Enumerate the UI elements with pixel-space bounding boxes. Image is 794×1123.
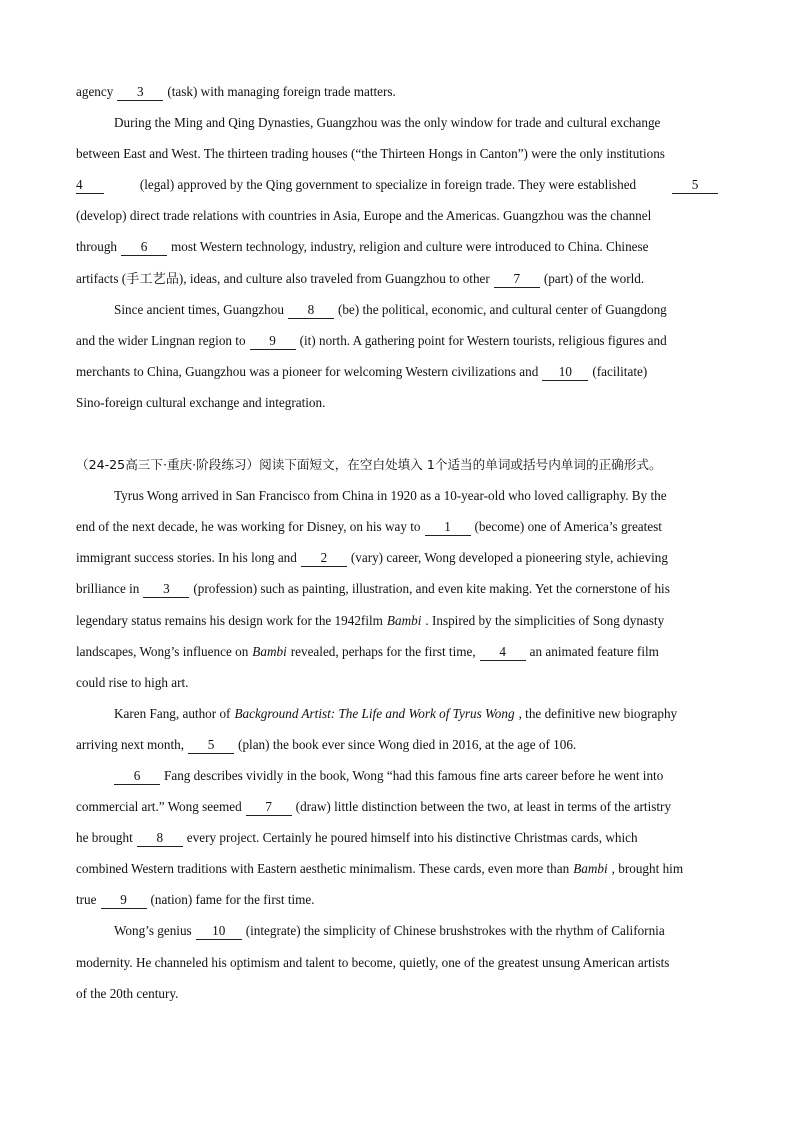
- blank-3[interactable]: 3: [117, 84, 163, 101]
- p2-line-2: end of the next decade, he was working for Disney, on his way to 1 (become) one of America’s greatest: [76, 519, 662, 535]
- p1-line-8: Since ancient times, Guangzhou 8 (be) the political, economic, and cultural center of Guangdong: [114, 301, 667, 317]
- p2-line-10: 6 Fang describes vividly in the book, Wong “had this famous fine arts career before he went into: [76, 760, 718, 791]
- blank-9[interactable]: 9: [250, 333, 296, 350]
- blank-10[interactable]: 10: [196, 923, 242, 940]
- p2-line-7: could rise to high art.: [76, 674, 189, 690]
- film-title: Bambi: [573, 861, 608, 877]
- blank-6[interactable]: 6: [114, 768, 160, 785]
- p1-line-3: between East and West. The thirteen trading houses (“the Thirteen Hongs in Canton”) were the only institutions: [76, 146, 665, 162]
- blank-1[interactable]: 1: [425, 519, 471, 536]
- p1-line-4: 4 (legal) approved by the Qing government to specialize in foreign trade. They were established 5: [76, 169, 718, 200]
- p1-line-5: (develop) direct trade relations with countries in Asia, Europe and the Americas. Guangzhou was the channel: [76, 208, 652, 224]
- blank-2[interactable]: 2: [301, 550, 347, 567]
- p2-line-17: of the 20th century.: [76, 985, 179, 1001]
- blank-8[interactable]: 8: [288, 302, 334, 319]
- blank-6[interactable]: 6: [121, 239, 167, 256]
- exercise-heading: （24-25高三下·重庆·阶段练习）阅读下面短文，在空白处填入 1个适当的单词或括号内单词的正确形式。: [76, 457, 662, 473]
- blank-8[interactable]: 8: [137, 830, 183, 847]
- blank-7[interactable]: 7: [494, 271, 540, 288]
- p2-line-8: Karen Fang, author of Background Artist: The Life and Work of Tyrus Wong , the definitive new biography: [76, 698, 718, 729]
- p2-line-14: true 9 (nation) fame for the first time.: [76, 892, 315, 908]
- p2-line-16: modernity. He channeled his optimism and talent to become, quietly, one of the greatest unsung American artists: [76, 954, 670, 970]
- p1-line-9: and the wider Lingnan region to 9 (it) north. A gathering point for Western tourists, religious figures and: [76, 332, 667, 348]
- p1-line-11: Sino-foreign cultural exchange and integration.: [76, 394, 326, 410]
- film-title: Bambi: [252, 643, 287, 659]
- p2-line-4: brilliance in 3 (profession) such as painting, illustration, and even kite making. Yet the cornerstone of his: [76, 581, 670, 597]
- p2-line-3: immigrant success stories. In his long and 2 (vary) career, Wong developed a pioneering style, achieving: [76, 550, 668, 566]
- p1-line-2: During the Ming and Qing Dynasties, Guangzhou was the only window for trade and cultural exchange: [114, 115, 661, 131]
- p1-line-10: merchants to China, Guangzhou was a pioneer for welcoming Western civilizations and 10 (facilitate): [76, 363, 648, 379]
- section-gap: [76, 418, 718, 449]
- p2-line-5: legendary status remains his design work for the 1942film Bambi . Inspired by the simplicities of Song dynasty: [76, 605, 718, 636]
- blank-5[interactable]: 5: [672, 177, 718, 194]
- p1-line-7: artifacts (手工艺品), ideas, and culture also traveled from Guangzhou to other 7 (part) of the world.: [76, 270, 645, 286]
- blank-10[interactable]: 10: [542, 364, 588, 381]
- blank-5[interactable]: 5: [188, 737, 234, 754]
- p2-line-13: combined Western traditions with Eastern aesthetic minimalism. These cards, even more than Bambi , brought him: [76, 853, 718, 884]
- book-title: Background Artist: The Life and Work of Tyrus Wong: [234, 705, 515, 721]
- p2-line-6: landscapes, Wong’s influence on Bambi revealed, perhaps for the first time, 4 an animated feature film: [76, 636, 718, 667]
- blank-4[interactable]: 4: [76, 177, 104, 194]
- blank-4[interactable]: 4: [480, 644, 526, 661]
- blank-9[interactable]: 9: [101, 892, 147, 909]
- p2-line-12: he brought 8 every project. Certainly he poured himself into his distinctive Christmas cards, which: [76, 830, 638, 846]
- p2-line-11: commercial art.” Wong seemed 7 (draw) little distinction between the two, at least in terms of the artistry: [76, 799, 672, 815]
- film-title: Bambi: [386, 612, 422, 628]
- p2-line-9: arriving next month, 5 (plan) the book ever since Wong died in 2016, at the age of 106.: [76, 736, 577, 752]
- p1-line-1: agency 3 (task) with managing foreign trade matters.: [76, 84, 396, 99]
- p2-line-1: Tyrus Wong arrived in San Francisco from China in 1920 as a 10-year-old who loved calligraphy. By the: [114, 488, 667, 504]
- blank-7[interactable]: 7: [246, 799, 292, 816]
- p1-line-6: through 6 most Western technology, industry, religion and culture were introduced to China. Chinese: [76, 239, 649, 255]
- p2-line-15: Wong’s genius 10 (integrate) the simplicity of Chinese brushstrokes with the rhythm of California: [114, 923, 665, 939]
- document-page: [76, 76, 718, 1009]
- blank-3[interactable]: 3: [143, 581, 189, 598]
